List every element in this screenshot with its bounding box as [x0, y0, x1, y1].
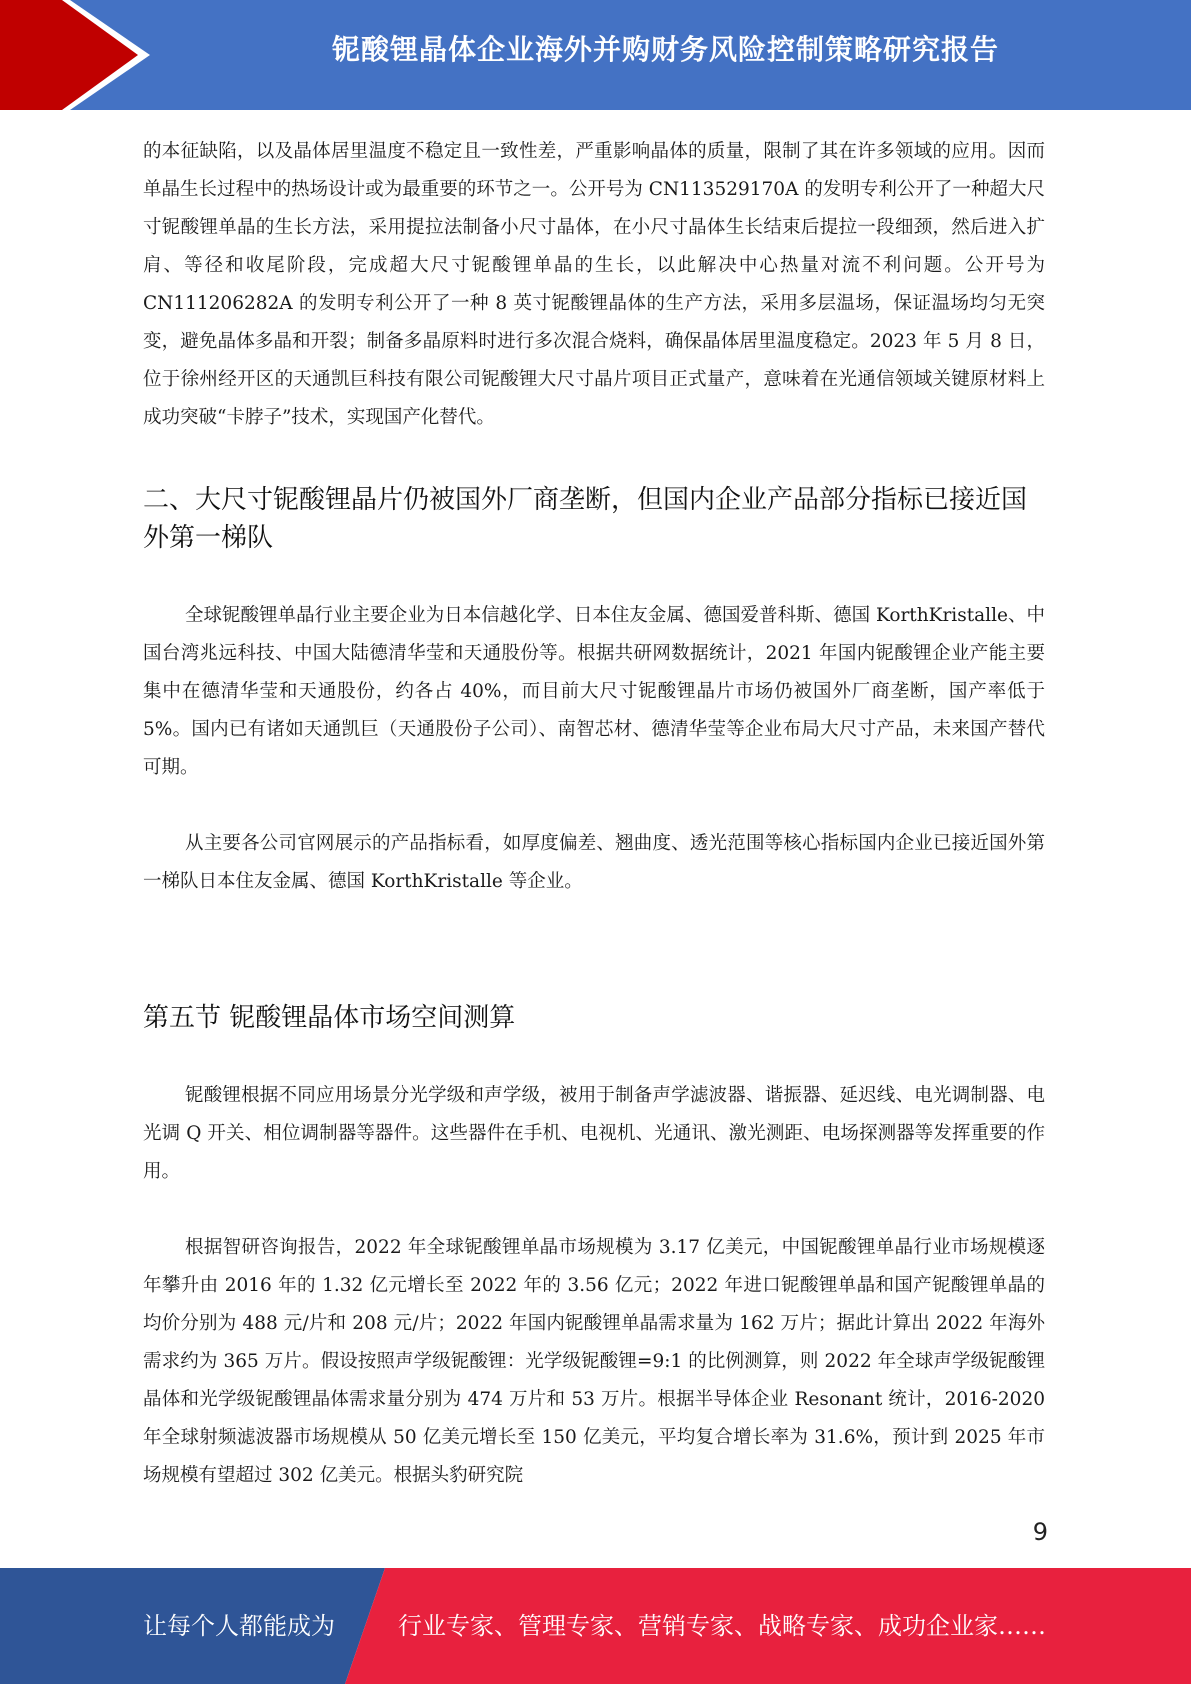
paragraph-5: 根据智研咨询报告，2022 年全球铌酸锂单晶市场规模为 3.17 亿美元，中国铌酸锂单晶行业市场规模逐年攀升由 2016 年的 1.32 亿元增长至 2022 年的 3.56 亿元；2022 年进口铌酸锂单晶和国产铌酸锂单晶的均价分别为 488 元/片和 208 元/片；2022 年国内铌酸锂单晶需求量为 162 万片；据此计算出 2022 年海外需求约为 365 万片。假设按照声学级铌酸锂：光学级铌酸锂=9:1 的比例测算，则 2022 年全球声学级铌酸锂晶体和光学级铌酸锂晶体需求量分别为 474 万片和 53 万片。根据半导体企业 Resonant 统计，2016-2020 年全球射频滤波器市场规模从 50 亿美元增长至 150 亿美元，平均复合增长率为 31.6%，预计到 2025 年市场规模有望超过 302 亿美元。根据头豹研究院	[143, 1237, 1045, 1486]
section-heading-2: 二、大尺寸铌酸锂晶片仍被国外厂商垄断，但国内企业产品部分指标已接近国外第一梯队	[143, 485, 1028, 553]
paragraph-2: 全球铌酸锂单晶行业主要企业为日本信越化学、日本住友金属、德国爱普科斯、德国 KorthKristalle、中国台湾兆远科技、中国大陆德清华莹和天通股份等。根据共研网数据统计，2021 年国内铌酸锂企业产能主要集中在德清华莹和天通股份，约各占 40%，而目前大尺寸铌酸锂晶片市场仍被国外厂商垄断，国产率低于 5%。国内已有诸如天通凯巨（天通股份子公司）、南智芯材、德清华莹等企业布局大尺寸产品，未来国产替代可期。	[143, 605, 1045, 778]
footer-banner	[0, 1568, 1191, 1684]
paragraph-1: 的本征缺陷，以及晶体居里温度不稳定且一致性差，严重影响晶体的质量，限制了其在许多领域的应用。因而单晶生长过程中的热场设计或为最重要的环节之一。公开号为 CN113529170A 的发明专利公开了一种超大尺寸铌酸锂单晶的生长方法，采用提拉法制备小尺寸晶体，在小尺寸晶体生长结束后提拉一段细颈，然后进入扩肩、等径和收尾阶段，完成超大尺寸铌酸锂单晶的生长，以此解决中心热量对流不利问题。公开号为 CN111206282A 的发明专利公开了一种 8 英寸铌酸锂晶体的生产方法，采用多层温场，保证温场均匀无突变，避免晶体多晶和开裂；制备多晶原料时进行多次混合烧料，确保晶体居里温度稳定。2023 年 5 月 8 日，位于徐州经开区的天通凯巨科技有限公司铌酸锂大尺寸晶片项目正式量产，意味着在光通信领域关键原材料上成功突破“卡脖子”技术，实现国产化替代。	[143, 141, 1045, 428]
header-banner	[0, 0, 1191, 110]
footer-slogan-left: 让每个人都能成为	[143, 1612, 335, 1640]
paragraph-4: 铌酸锂根据不同应用场景分光学级和声学级，被用于制备声学滤波器、谐振器、延迟线、电光调制器、电光调 Q 开关、相位调制器等器件。这些器件在手机、电视机、光通讯、激光测距、电场探测器等发挥重要的作用。	[143, 1085, 1045, 1182]
page-number: 9	[1032, 1518, 1048, 1546]
footer-slogan-right: 行业专家、管理专家、营销专家、战略专家、成功企业家……	[398, 1612, 1046, 1640]
section-heading-5: 第五节 铌酸锂晶体市场空间测算	[143, 1003, 516, 1033]
paragraph-3: 从主要各公司官网展示的产品指标看，如厚度偏差、翘曲度、透光范围等核心指标国内企业已接近国外第一梯队日本住友金属、德国 KorthKristalle 等企业。	[143, 833, 1045, 892]
document-title: 铌酸锂晶体企业海外并购财务风险控制策略研究报告	[331, 33, 999, 66]
page-content	[143, 133, 1045, 1495]
